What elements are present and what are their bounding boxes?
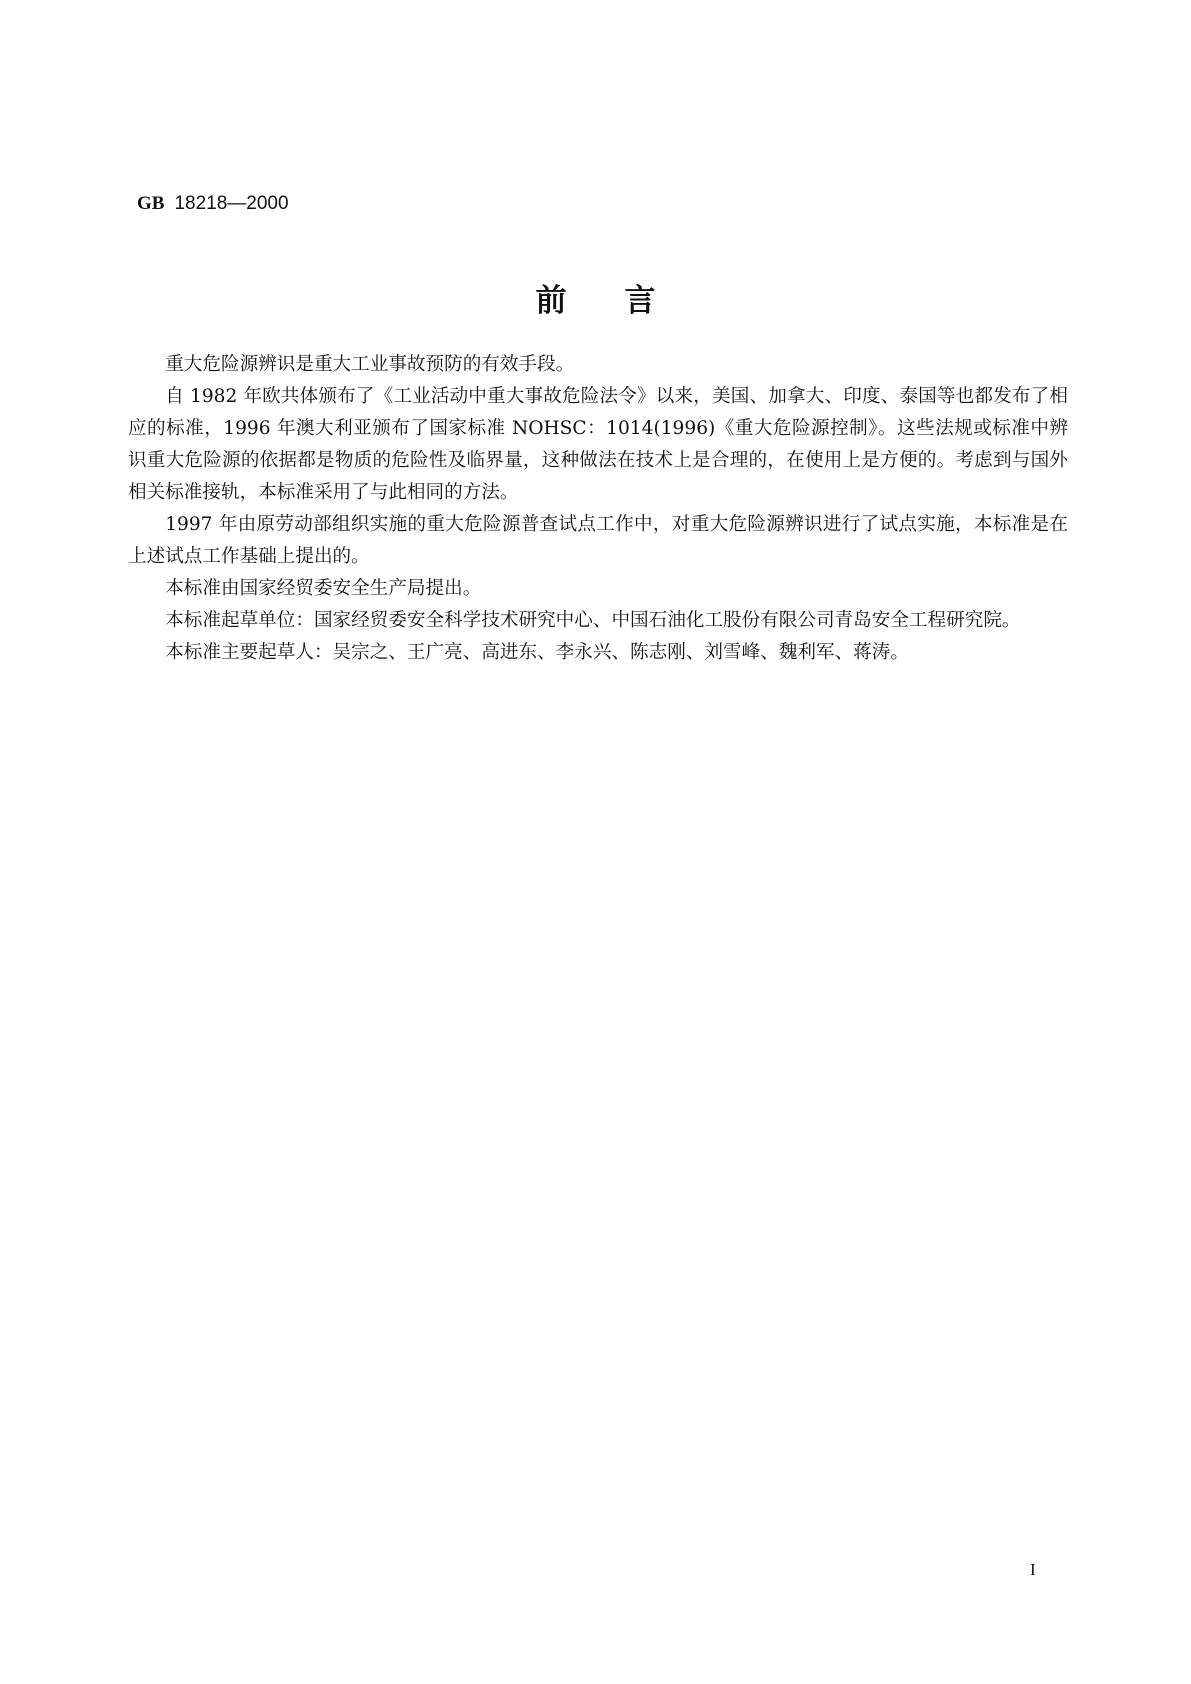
paragraph: 本标准起草单位：国家经贸委安全科学技术研究中心、中国石油化工股份有限公司青岛安全工程研究院。	[165, 610, 1021, 631]
page-title: 前言	[535, 283, 714, 319]
standard-code-header	[137, 191, 289, 216]
paragraph: 本标准主要起草人：吴宗之、王广亮、高进东、李永兴、陈志刚、刘雪峰、魏利军、蒋涛。	[165, 642, 909, 663]
paragraph: 本标准由国家经贸委安全生产局提出。	[165, 578, 482, 599]
standard-code-prefix: GB	[137, 193, 165, 214]
paragraph: 1997 年由原劳动部组织实施的重大危险源普查试点工作中，对重大危险源辨识进行了试点实施，本标准是在上述试点工作基础上提出的。	[128, 514, 1068, 567]
paragraph: 重大危险源辨识是重大工业事故预防的有效手段。	[165, 354, 575, 375]
standard-code-number: 18218—2000	[174, 193, 289, 214]
preface-body	[128, 349, 1068, 669]
paragraph: 自 1982 年欧共体颁布了《工业活动中重大事故危险法令》以来，美国、加拿大、印度、泰国等也都发布了相应的标准，1996 年澳大利亚颁布了国家标准 NOHSC：1014(1996)《重大危险源控制》。这些法规或标准中辨识重大危险源的依据都是物质的危险性及临界量，这种做法在技术上是合理的，在使用上是方便的。考虑到与国外相关标准接轨，本标准采用了与此相同的方法。	[128, 386, 1068, 503]
page-number: I	[1030, 1560, 1036, 1579]
